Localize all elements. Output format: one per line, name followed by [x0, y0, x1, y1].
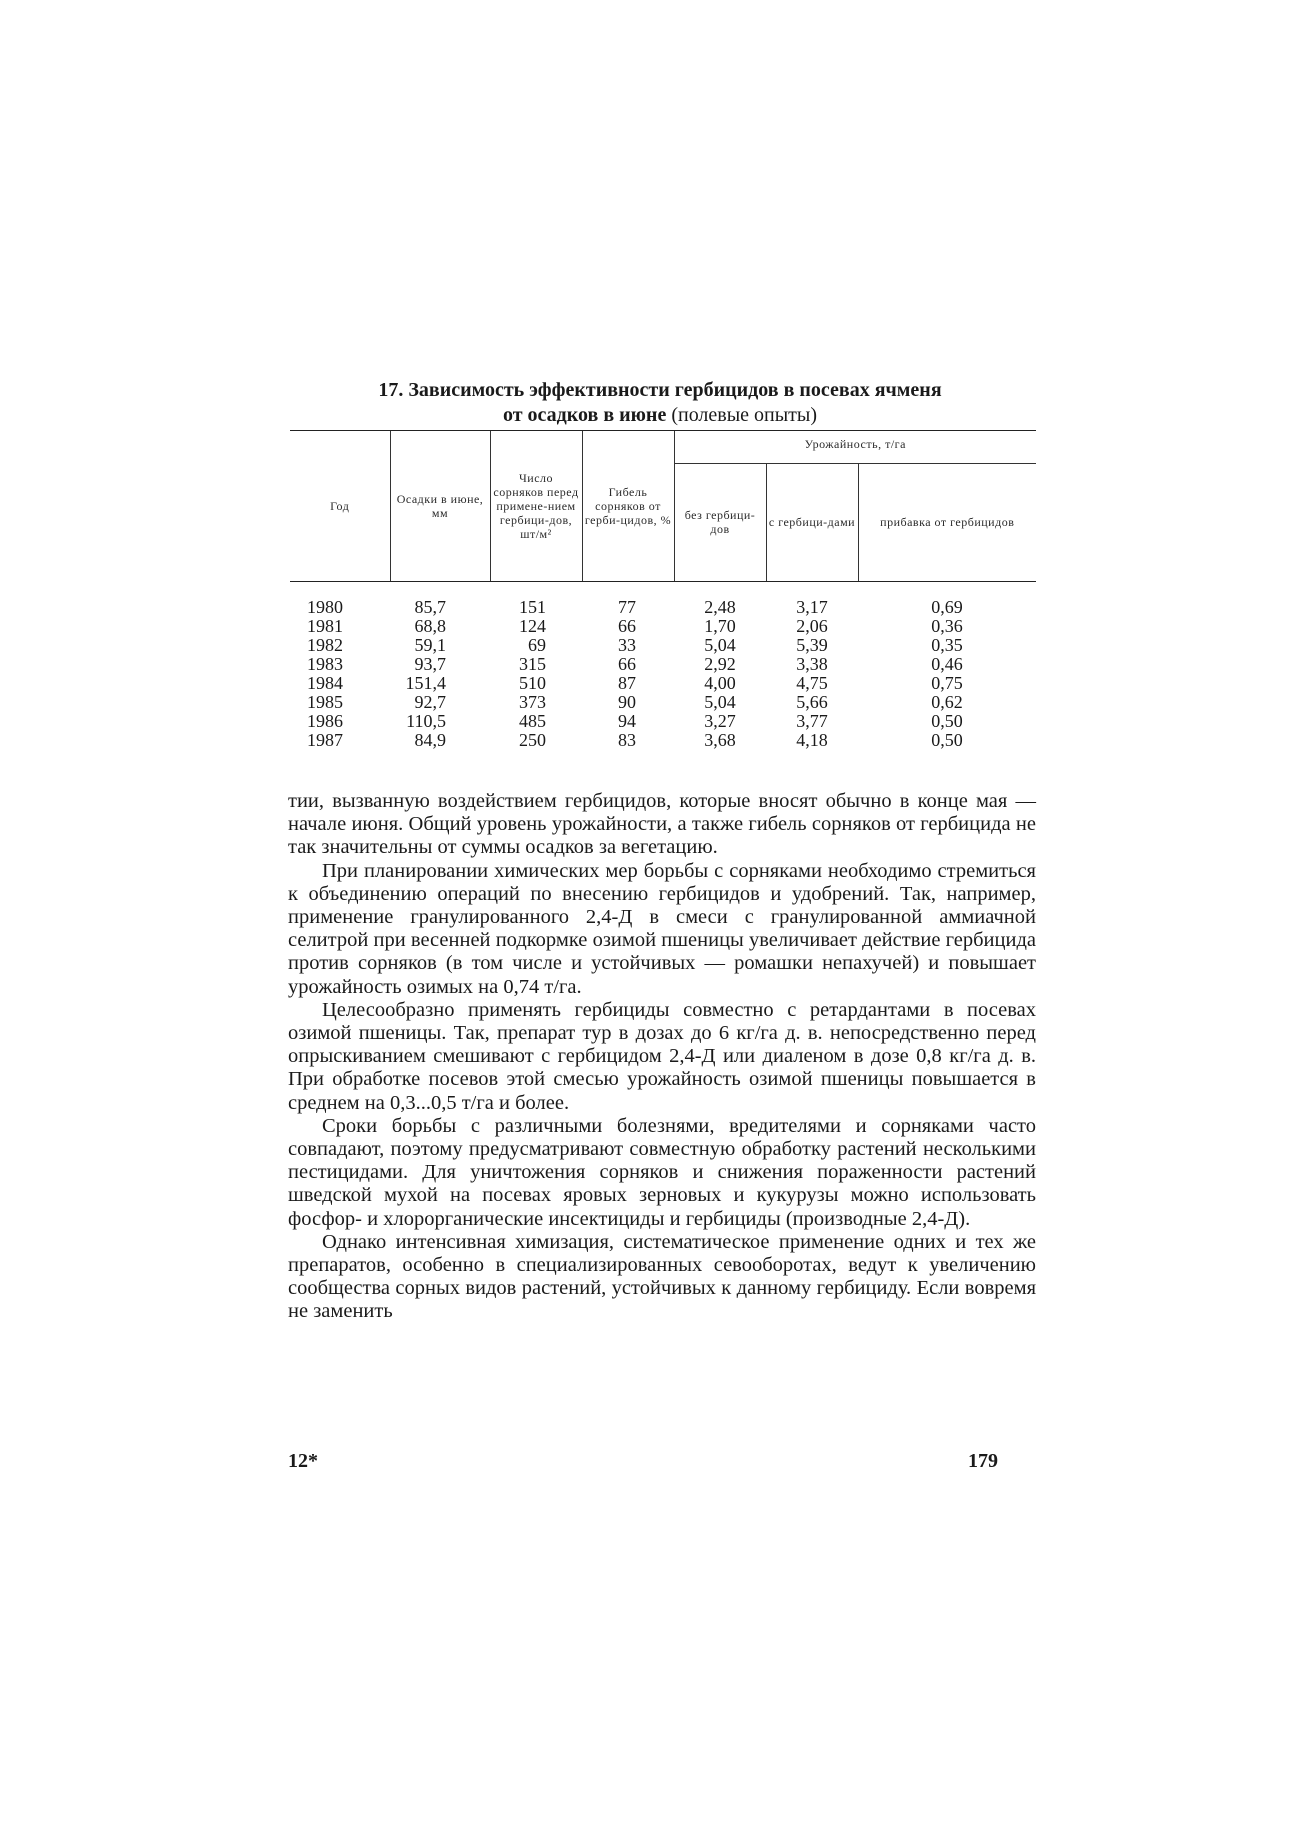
cell-year: 1984: [307, 673, 343, 693]
table-row: [290, 674, 1036, 693]
cell-count: 69: [528, 635, 546, 655]
cell-count: 485: [519, 711, 546, 731]
cell-count: 373: [519, 692, 546, 712]
data-table: [290, 430, 1036, 750]
page-number: 179: [968, 1450, 998, 1472]
cell-yield-without: 2,48: [704, 597, 736, 617]
cell-rain: 59,1: [414, 635, 446, 655]
cell-year: 1982: [307, 635, 343, 655]
table-body: [290, 582, 1036, 751]
cell-kill: 66: [618, 616, 636, 636]
cell-yield-without: 4,00: [704, 673, 736, 693]
cell-kill: 83: [618, 730, 636, 750]
cell-yield-with: 3,77: [796, 711, 828, 731]
cell-kill: 87: [618, 673, 636, 693]
cell-yield-without: 1,70: [704, 616, 736, 636]
header-rain: Осадки в июне, мм: [390, 431, 490, 582]
cell-year: 1981: [307, 616, 343, 636]
caption-subtitle: (полевые опыты): [666, 404, 818, 426]
table-caption: [280, 378, 1040, 428]
header-year: Год: [290, 431, 390, 582]
cell-yield-without: 3,68: [704, 730, 736, 750]
cell-yield-without: 2,92: [704, 654, 736, 674]
header-weeds-count: Число сорняков перед примене-нием гербици-дов, шт/м²: [490, 431, 582, 582]
header-yield-without: без гербици-дов: [674, 463, 766, 582]
header-weeds-kill: Гибель сорняков от герби-цидов, %: [582, 431, 674, 582]
header-yield-gain: прибавка от гербицидов: [858, 463, 1036, 582]
cell-yield-gain: 0,62: [931, 692, 963, 712]
printer-signature: 12*: [288, 1450, 318, 1472]
cell-kill: 33: [618, 635, 636, 655]
caption-line-2: [280, 403, 1040, 428]
cell-year: 1983: [307, 654, 343, 674]
cell-kill: 90: [618, 692, 636, 712]
cell-count: 151: [519, 597, 546, 617]
cell-kill: 77: [618, 597, 636, 617]
table-row: [290, 636, 1036, 655]
cell-yield-with: 4,18: [796, 730, 828, 750]
body-text: [288, 790, 1036, 1324]
table-number: 17.: [378, 379, 404, 401]
cell-year: 1987: [307, 730, 343, 750]
cell-yield-gain: 0,35: [931, 635, 963, 655]
cell-year: 1985: [307, 692, 343, 712]
cell-yield-gain: 0,75: [931, 673, 963, 693]
cell-yield-without: 5,04: [704, 635, 736, 655]
paragraph: Сроки борьбы с различными болезнями, вредителями и сорняками часто совпадают, поэтому предусматривают совместную обработку растений несколькими пестицидами. Для уничтожения сорняков и снижения пораженности растений шведской мухой на посевах яровых зерновых и кукурузы можно использовать фосфор- и хлорорганические инсектициды и гербициды (производные 2,4-Д).: [288, 1114, 1036, 1230]
cell-count: 510: [519, 673, 546, 693]
cell-count: 315: [519, 654, 546, 674]
cell-yield-with: 5,39: [796, 635, 828, 655]
table-row: [290, 712, 1036, 731]
cell-yield-gain: 0,50: [931, 711, 963, 731]
cell-kill: 66: [618, 654, 636, 674]
cell-yield-with: 4,75: [796, 673, 828, 693]
paragraph-continuation: тии, вызванную воздействием гербицидов, которые вносят обычно в конце мая — начале июня. Общий уровень урожайности, а также гибель сорняков от гербицида не так значительны от суммы осадков за вегетацию.: [288, 790, 1036, 859]
header-yield-group: Урожайность, т/га: [674, 431, 1036, 464]
cell-rain: 92,7: [414, 692, 446, 712]
header-yield-with: с гербици-дами: [766, 463, 858, 582]
cell-rain: 110,5: [406, 711, 446, 731]
table-row: [290, 617, 1036, 636]
cell-year: 1986: [307, 711, 343, 731]
cell-yield-gain: 0,50: [931, 730, 963, 750]
table-row: [290, 655, 1036, 674]
cell-count: 250: [519, 730, 546, 750]
caption-line-1: [280, 378, 1040, 403]
cell-kill: 94: [618, 711, 636, 731]
paragraph: Целесообразно применять гербициды совместно с ретардантами в посевах озимой пшеницы. Так, препарат тур в дозах до 6 кг/га д. в. непосредственно перед опрыскиванием смешивают с гербицидом 2,4-Д или диаленом в дозе 0,8 кг/га д. в. При обработке посевов этой смесью урожайность озимой пшеницы повышается в среднем на 0,3...0,5 т/га и более.: [288, 998, 1036, 1114]
cell-year: 1980: [307, 597, 343, 617]
cell-rain: 93,7: [414, 654, 446, 674]
cell-yield-gain: 0,46: [931, 654, 963, 674]
cell-yield-gain: 0,36: [931, 616, 963, 636]
cell-rain: 85,7: [414, 597, 446, 617]
paragraph: Однако интенсивная химизация, систематическое применение одних и тех же препаратов, особенно в специализированных севооборотах, ведут к увеличению сообщества сорных видов растений, устойчивых к данному гербициду. Если вовремя не заменить: [288, 1230, 1036, 1323]
cell-yield-without: 5,04: [704, 692, 736, 712]
cell-count: 124: [519, 616, 546, 636]
paragraph: При планировании химических мер борьбы с сорняками необходимо стремиться к объединению операций по внесению гербицидов и удобрений. Так, например, применение гранулированного 2,4-Д в смеси с гранулированной аммиачной селитрой при весенней подкормке озимой пшеницы увеличивает действие гербицида против сорняков (в том числе и устойчивых — ромашки непахучей) и повышает урожайность озимых на 0,74 т/га.: [288, 859, 1036, 998]
cell-rain: 151,4: [405, 673, 446, 693]
cell-yield-with: 3,38: [796, 654, 828, 674]
cell-rain: 84,9: [414, 730, 446, 750]
table-row: [290, 731, 1036, 750]
cell-yield-without: 3,27: [704, 711, 736, 731]
cell-yield-with: 5,66: [796, 692, 828, 712]
cell-yield-with: 2,06: [796, 616, 828, 636]
cell-rain: 68,8: [414, 616, 446, 636]
cell-yield-with: 3,17: [796, 597, 828, 617]
table-row: [290, 693, 1036, 712]
table-row: [290, 582, 1036, 618]
caption-title-line-1: Зависимость эффективности гербицидов в посевах ячменя: [408, 379, 942, 401]
cell-yield-gain: 0,69: [931, 597, 963, 617]
caption-title-line-2: от осадков в июне: [502, 404, 667, 426]
